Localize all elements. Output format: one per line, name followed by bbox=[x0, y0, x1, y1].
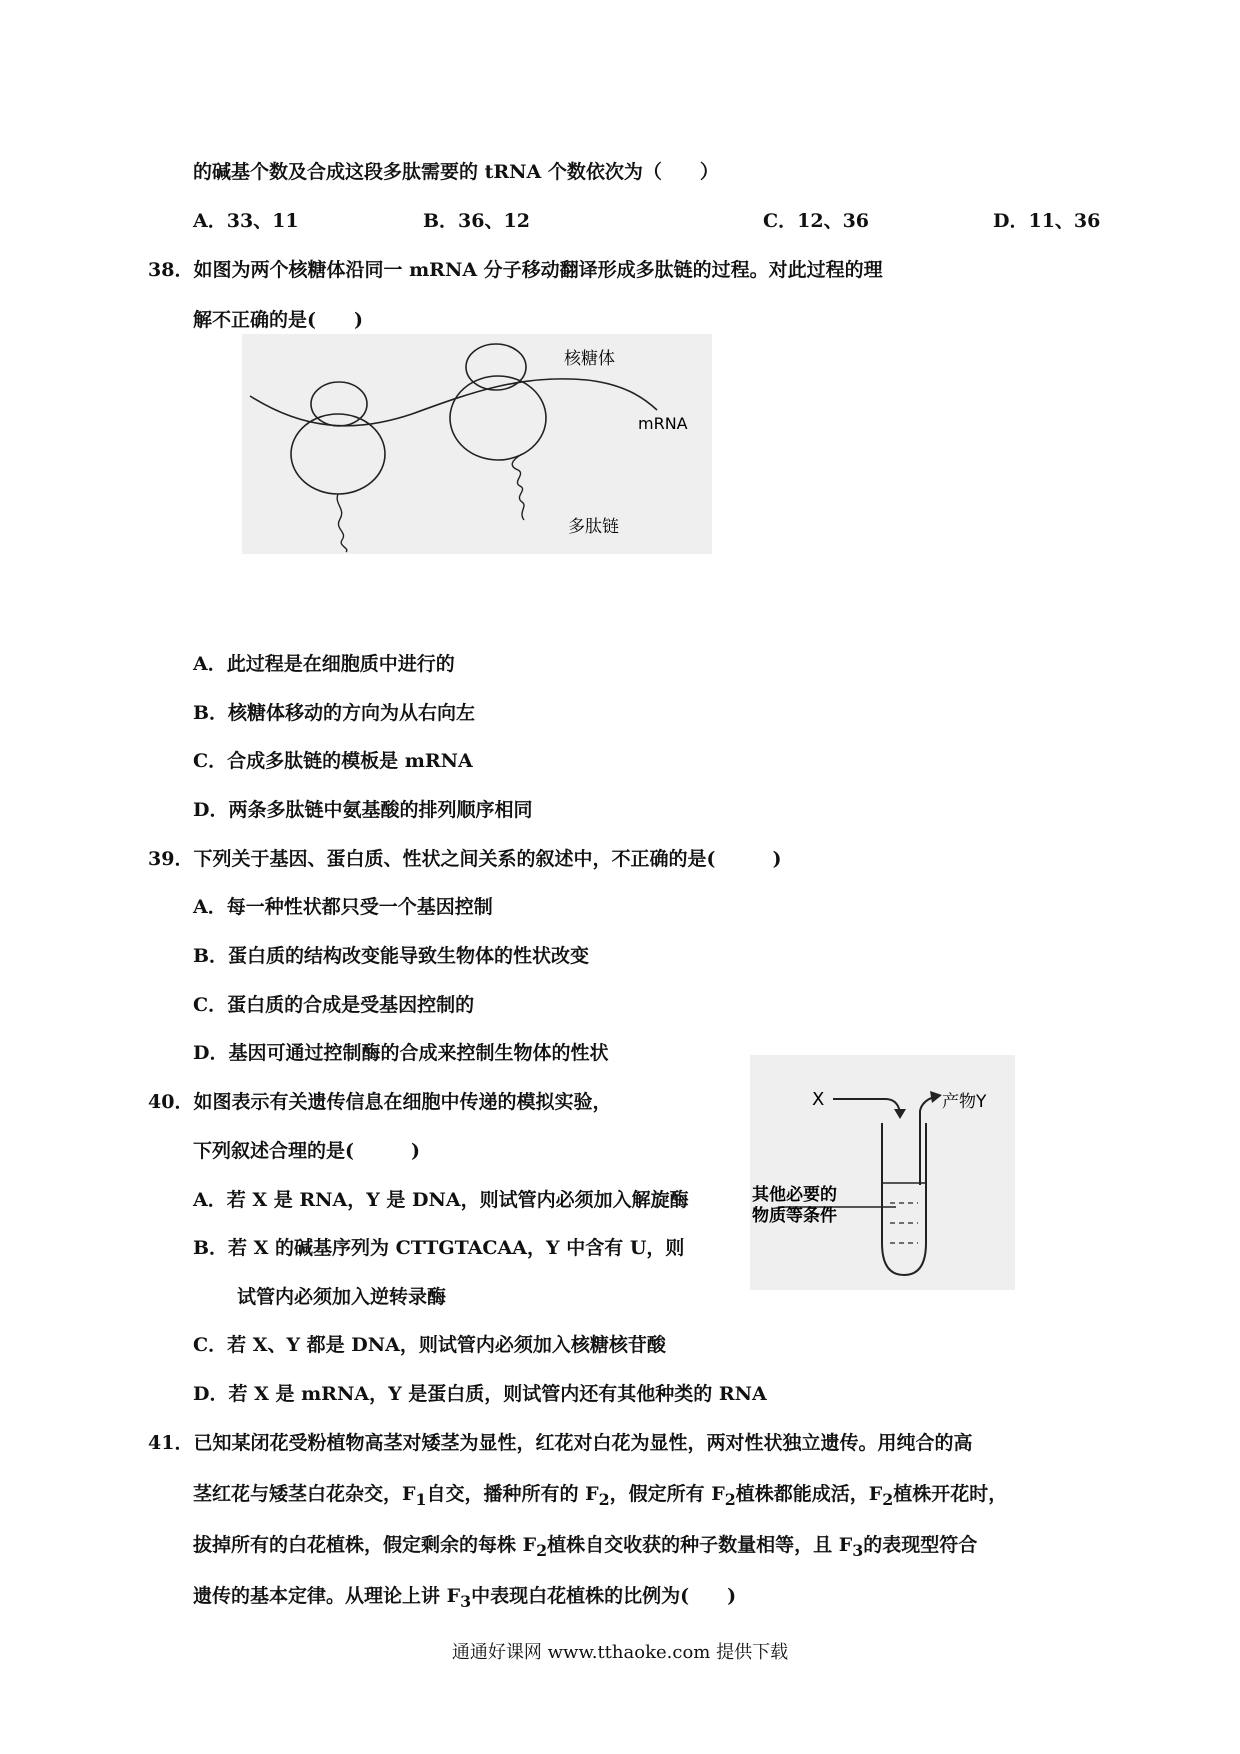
q41-text-segment: 植株都能成活，F bbox=[735, 1483, 883, 1505]
q41-stem-line2 bbox=[193, 1482, 1007, 1512]
polypeptide-left bbox=[337, 494, 347, 552]
q38-option-d: D．两条多肽链中氨基酸的排列顺序相同 bbox=[193, 799, 533, 821]
q39-option-a: A．每一种性状都只受一个基因控制 bbox=[193, 896, 493, 918]
q40-option-a: A．若 X 是 RNA，Y 是 DNA，则试管内必须加入解旋酶 bbox=[193, 1189, 689, 1211]
q41-text-segment: 的表现型符合 bbox=[863, 1534, 978, 1556]
q37-option-c: C．12、36 bbox=[763, 210, 870, 232]
q37-continuation: 的碱基个数及合成这段多肽需要的 tRNA 个数依次为（ ） bbox=[193, 161, 719, 183]
q41-stem-line3 bbox=[193, 1533, 977, 1563]
q41-stem-text-1: 已知某闭花受粉植物高茎对矮茎为显性，红花对白花为显性，两对性状独立遗传。用纯合的高 bbox=[193, 1432, 973, 1454]
polypeptide-right bbox=[512, 454, 524, 520]
subscript: 1 bbox=[415, 1489, 427, 1509]
q41-text-segment: 植株自交收获的种子数量相等，且 F bbox=[547, 1534, 853, 1556]
q39-stem bbox=[148, 847, 781, 871]
q39-option-d: D．基因可通过控制酶的合成来控制生物体的性状 bbox=[193, 1042, 609, 1064]
label-condition-line1: 其他必要的 bbox=[752, 1185, 837, 1205]
ribosome-small-subunit-right bbox=[466, 344, 526, 390]
q37-option-b: B．36、12 bbox=[423, 210, 530, 232]
label-product-y: 产物Y bbox=[942, 1092, 987, 1112]
q40-number: 40． bbox=[148, 1091, 194, 1113]
q41-text-segment: 中表现白花植株的比例为( ) bbox=[471, 1585, 737, 1607]
q38-stem-line2: 解不正确的是( ) bbox=[193, 309, 363, 331]
q38-option-a: A．此过程是在细胞质中进行的 bbox=[193, 653, 455, 675]
subscript: 2 bbox=[536, 1540, 548, 1560]
q41-text-segment: 植株开花时， bbox=[893, 1483, 1008, 1505]
q41-text-segment: ，假定所有 F bbox=[609, 1483, 725, 1505]
subscript: 2 bbox=[882, 1489, 894, 1509]
subscript: 2 bbox=[724, 1489, 736, 1509]
page-footer: 通通好课网 www.tthaoke.com 提供下载 bbox=[451, 1642, 789, 1663]
q41-stem-line4 bbox=[193, 1584, 736, 1614]
q40-option-b-line1: B．若 X 的碱基序列为 CTTGTACAA，Y 中含有 U，则 bbox=[193, 1237, 685, 1259]
label-polypeptide: 多肽链 bbox=[568, 517, 619, 537]
ribosome-large-subunit-right bbox=[450, 376, 546, 460]
q38-stem-line1 bbox=[148, 258, 883, 282]
q39-number: 39． bbox=[148, 848, 194, 870]
ribosome-small-subunit-left bbox=[311, 382, 367, 426]
q41-stem-line1 bbox=[148, 1431, 972, 1455]
q39-option-c: C．蛋白质的合成是受基因控制的 bbox=[193, 994, 475, 1016]
label-condition-line2: 物质等条件 bbox=[752, 1206, 837, 1226]
subscript: 3 bbox=[460, 1591, 472, 1611]
q40-option-d: D．若 X 是 mRNA，Y 是蛋白质，则试管内还有其他种类的 RNA bbox=[193, 1383, 767, 1405]
label-mrna: mRNA bbox=[638, 414, 688, 433]
q40-stem-line2: 下列叙述合理的是( ) bbox=[193, 1140, 420, 1162]
q40-option-c: C．若 X、Y 都是 DNA，则试管内必须加入核糖核苷酸 bbox=[193, 1334, 666, 1356]
q41-text-segment: 遗传的基本定律。从理论上讲 F bbox=[193, 1585, 461, 1607]
q41-text-segment: 自交，播种所有的 F bbox=[426, 1483, 599, 1505]
label-ribosome: 核糖体 bbox=[564, 349, 615, 369]
q39-option-b: B．蛋白质的结构改变能导致生物体的性状改变 bbox=[193, 945, 590, 967]
arrow-y-head bbox=[930, 1091, 942, 1103]
test-tube-figure bbox=[750, 1055, 1015, 1290]
q37-option-d: D．11、36 bbox=[993, 210, 1101, 232]
q38-stem-text: 如图为两个核糖体沿同一 mRNA 分子移动翻译形成多肽链的过程。对此过程的理 bbox=[193, 259, 883, 281]
q38-option-b: B．核糖体移动的方向为从右向左 bbox=[193, 702, 476, 724]
subscript: 3 bbox=[852, 1540, 864, 1560]
ribosome-translation-figure bbox=[242, 334, 712, 554]
q41-number: 41． bbox=[148, 1432, 194, 1454]
q37-option-a: A．33、11 bbox=[193, 210, 299, 232]
label-x: X bbox=[812, 1089, 825, 1110]
q38-option-c: C．合成多肽链的模板是 mRNA bbox=[193, 750, 473, 772]
subscript: 2 bbox=[598, 1489, 610, 1509]
q41-text-segment: 拔掉所有的白花植株，假定剩余的每株 F bbox=[193, 1534, 537, 1556]
q38-number: 38． bbox=[148, 259, 194, 281]
q40-stem-text: 如图表示有关遗传信息在细胞中传递的模拟实验， bbox=[193, 1091, 612, 1113]
arrow-x-head bbox=[894, 1109, 906, 1119]
q40-stem-line1 bbox=[148, 1090, 611, 1114]
q41-text-segment: 茎红花与矮茎白花杂交，F bbox=[193, 1483, 416, 1505]
q40-option-b-line2: 试管内必须加入逆转录酶 bbox=[237, 1286, 447, 1308]
q39-stem-text: 下列关于基因、蛋白质、性状之间关系的叙述中，不正确的是( ) bbox=[193, 848, 782, 870]
